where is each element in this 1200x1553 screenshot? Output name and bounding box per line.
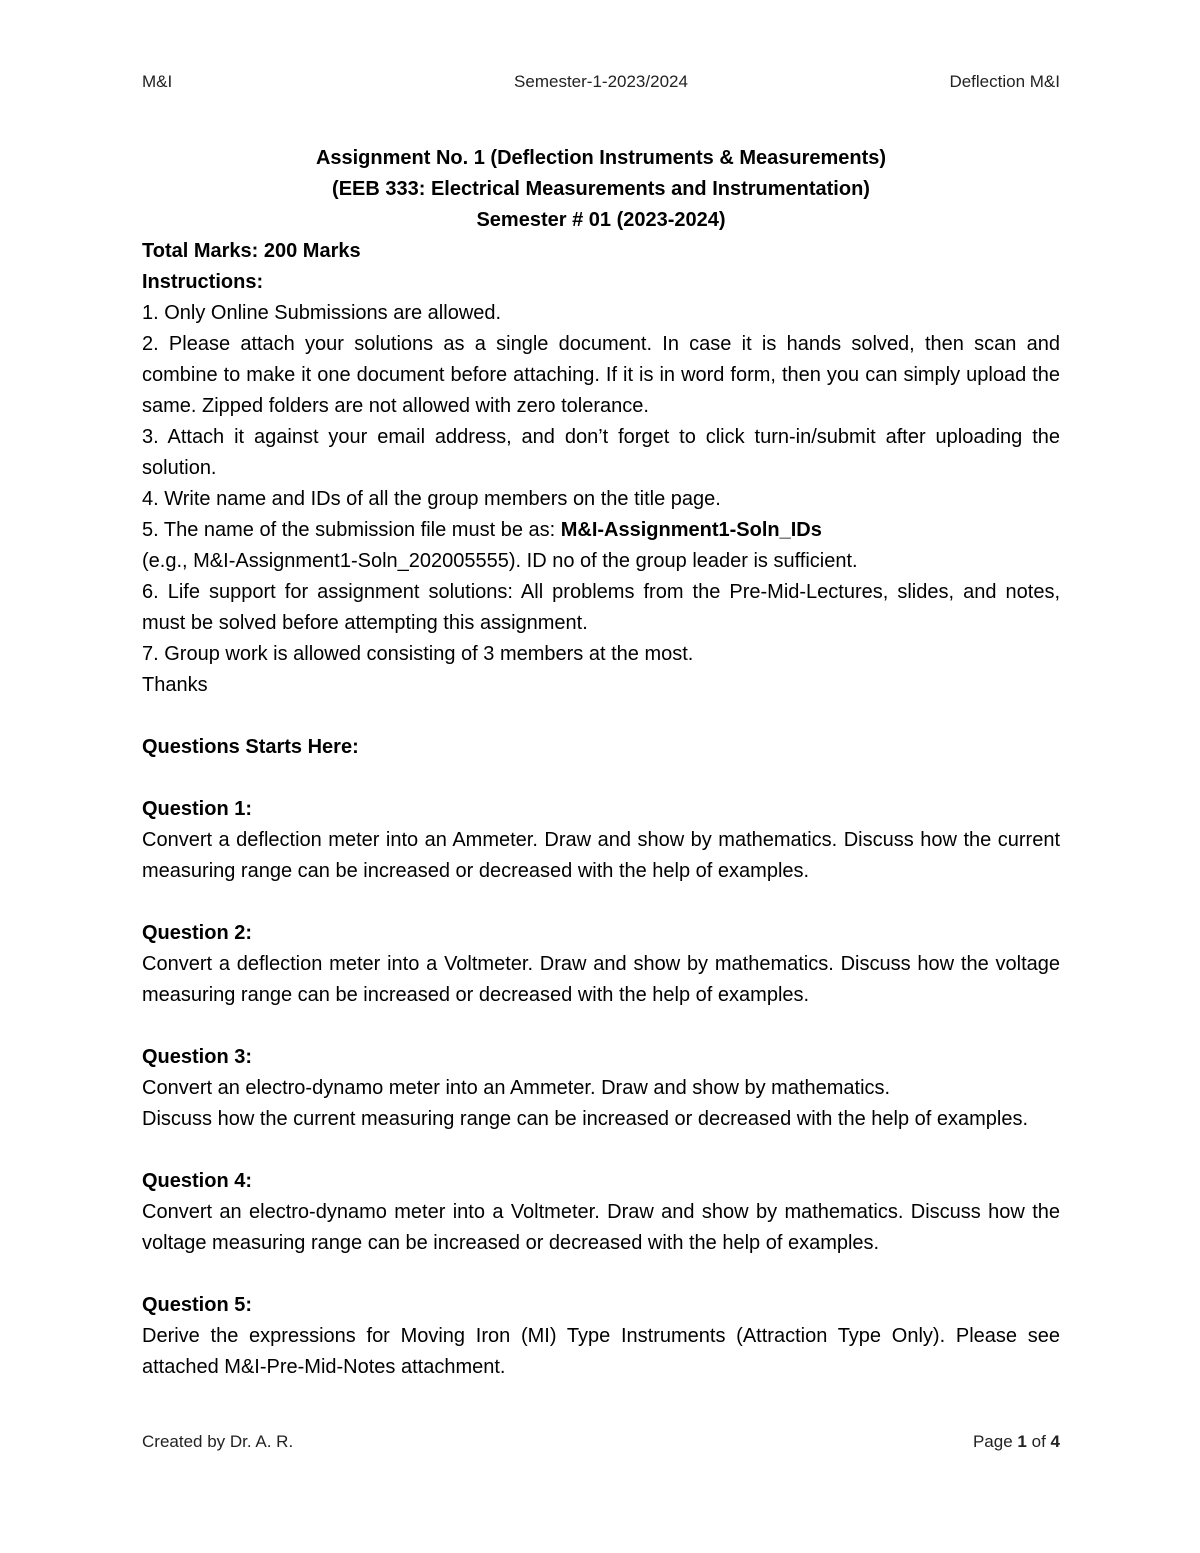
question-3-text-line2: Discuss how the current measuring range can be increased or decreased with the help of examples. — [142, 1108, 1029, 1130]
instruction-6: 6. Life support for assignment solutions: All problems from the Pre-Mid-Lectures, slides, and notes, must be solved before attempting this assignment. — [142, 581, 1060, 634]
question-4-text: Convert an electro-dynamo meter into a Voltmeter. Draw and show by mathematics. Discuss how the voltage measuring range can be increased or decreased with the help of examples. — [142, 1201, 1060, 1254]
question-4-title: Question 4: — [142, 1170, 253, 1192]
document-body — [142, 143, 1060, 1383]
page-current: 1 — [1017, 1432, 1027, 1451]
page-total: 4 — [1050, 1432, 1060, 1451]
spacer — [142, 1011, 1060, 1042]
question-3-title: Question 3: — [142, 1046, 253, 1068]
footer-author: Created by Dr. A. R. — [142, 1432, 294, 1451]
header-left-text: M&I — [142, 72, 173, 91]
question-5-text: Derive the expressions for Moving Iron (MI) Type Instruments (Attraction Type Only). Please see attached M&I-Pre-Mid-Notes attachment. — [142, 1325, 1060, 1378]
page-number — [973, 1432, 1060, 1452]
instruction-7: 7. Group work is allowed consisting of 3 members at the most. — [142, 643, 694, 665]
page-footer — [142, 1432, 1060, 1458]
instruction-3: 3. Attach it against your email address, and don’t forget to click turn-in/submit after uploading the solution. — [142, 426, 1060, 479]
page-header — [142, 72, 1060, 98]
thanks-text: Thanks — [142, 674, 208, 696]
instructions-heading: Instructions: — [142, 271, 264, 293]
question-2-text: Convert a deflection meter into a Voltmeter. Draw and show by mathematics. Discuss how the voltage measuring range can be increased or decreased with the help of examples. — [142, 953, 1060, 1006]
instruction-1: 1. Only Online Submissions are allowed. — [142, 302, 502, 324]
spacer — [142, 1135, 1060, 1166]
spacer — [142, 887, 1060, 918]
instruction-4: 4. Write name and IDs of all the group members on the title page. — [142, 488, 721, 510]
submission-filename: M&I-Assignment1-Soln_IDs — [560, 519, 822, 541]
spacer — [142, 701, 1060, 732]
question-5-title: Question 5: — [142, 1294, 253, 1316]
course-title: (EEB 333: Electrical Measurements and Instrumentation) — [332, 178, 870, 200]
page-word: Page — [972, 1432, 1013, 1451]
instruction-5-prefix: 5. The name of the submission file must be as: — [142, 519, 561, 541]
question-2-title: Question 2: — [142, 922, 253, 944]
spacer — [142, 1259, 1060, 1290]
instruction-5 — [142, 515, 1060, 546]
question-1-title: Question 1: — [142, 798, 253, 820]
header-center-text: Semester-1-2023/2024 — [514, 72, 688, 91]
questions-heading: Questions Starts Here: — [142, 736, 359, 758]
instruction-2: 2. Please attach your solutions as a single document. In case it is hands solved, then scan and combine to make it one document before attaching. If it is in word form, then you can simply upload the same. Zipped folders are not allowed with zero tolerance. — [142, 333, 1060, 417]
semester-title: Semester # 01 (2023-2024) — [476, 209, 726, 231]
question-1-text: Convert a deflection meter into an Ammeter. Draw and show by mathematics. Discuss how the current measuring range can be increased or decreased with the help of examples. — [142, 829, 1060, 882]
assignment-title: Assignment No. 1 (Deflection Instruments & Measurements) — [315, 147, 887, 169]
instruction-5-example: (e.g., M&I-Assignment1-Soln_202005555). ID no of the group leader is sufficient. — [142, 550, 858, 572]
page-of: of — [1031, 1432, 1046, 1451]
total-marks: Total Marks: 200 Marks — [142, 240, 361, 262]
question-3-text-line1: Convert an electro-dynamo meter into an Ammeter. Draw and show by mathematics. — [142, 1077, 891, 1099]
header-right-text: Deflection M&I — [949, 72, 1060, 91]
spacer — [142, 763, 1060, 794]
